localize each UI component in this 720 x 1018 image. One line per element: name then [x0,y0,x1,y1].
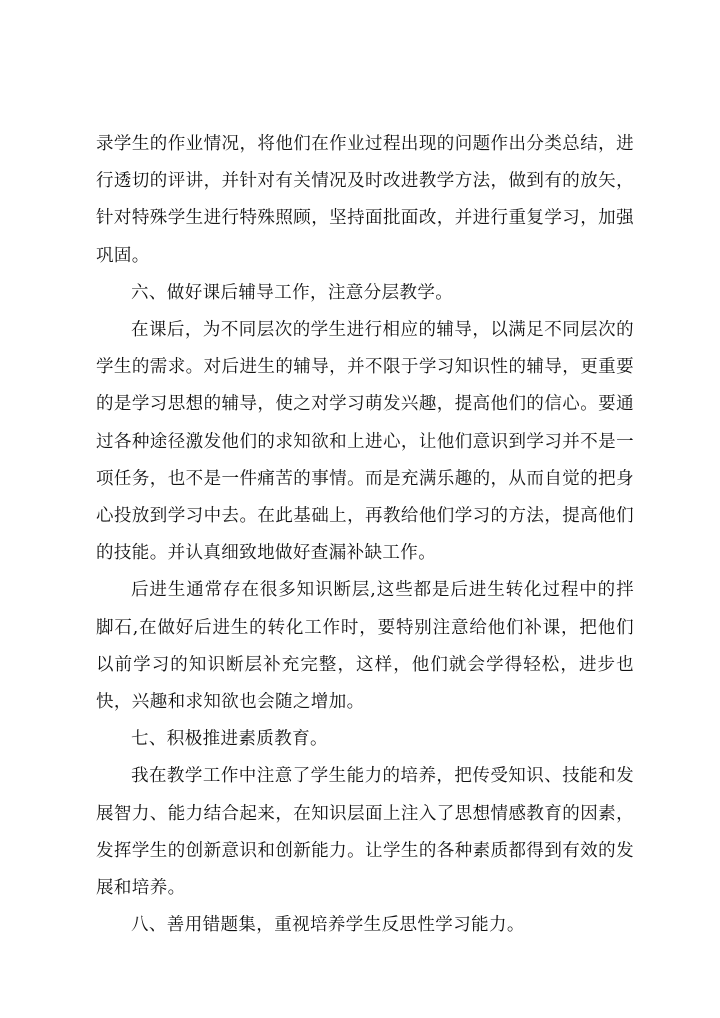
heading-section-8: 八、善用错题集，重视培养学生反思性学习能力。 [131,915,525,936]
document-body [96,126,634,944]
paragraph-after-class-tutoring: 在课后，为不同层次的学生进行相应的辅导，以满足不同层次的学生的需求。对后进生的辅导，并不限于学习知识性的辅导，更重要的是学习思想的辅导，使之对学习萌发兴趣，提高他们的信心。要通过各种途径激发他们的求知欲和上进心，让他们意识到学习并不是一项任务，也不是一件痛苦的事情。而是充满乐趣的，从而自觉的把身心投放到学习中去。在此基础上，再教给他们学习的方法，提高他们的技能。并认真细致地做好查漏补缺工作。 [96,320,634,564]
paragraph-knowledge-gaps: 后进生通常存在很多知识断层,这些都是后进生转化过程中的拌脚石,在做好后进生的转化工作时，要特别注意给他们补课，把他们以前学习的知识断层补充完整，这样，他们就会学得轻松，进步也快，兴趣和求知欲也会随之增加。 [96,580,634,713]
paragraph-quality-education: 我在教学工作中注意了学生能力的培养，把传受知识、技能和发展智力、能力结合起来，在知识层面上注入了思想情感教育的因素，发挥学生的创新意识和创新能力。让学生的各种素质都得到有效的发展和培养。 [96,766,634,899]
heading-section-7: 七、积极推进素质教育。 [131,729,328,750]
paragraph-homework-review: 录学生的作业情况，将他们在作业过程出现的问题作出分类总结，进行透切的评讲，并针对有关情况及时改进教学方法，做到有的放矢，针对特殊学生进行特殊照顾，坚持面批面改，并进行重复学习，加强巩固。 [96,134,634,266]
heading-section-6: 六、做好课后辅导工作，注意分层教学。 [131,282,454,303]
